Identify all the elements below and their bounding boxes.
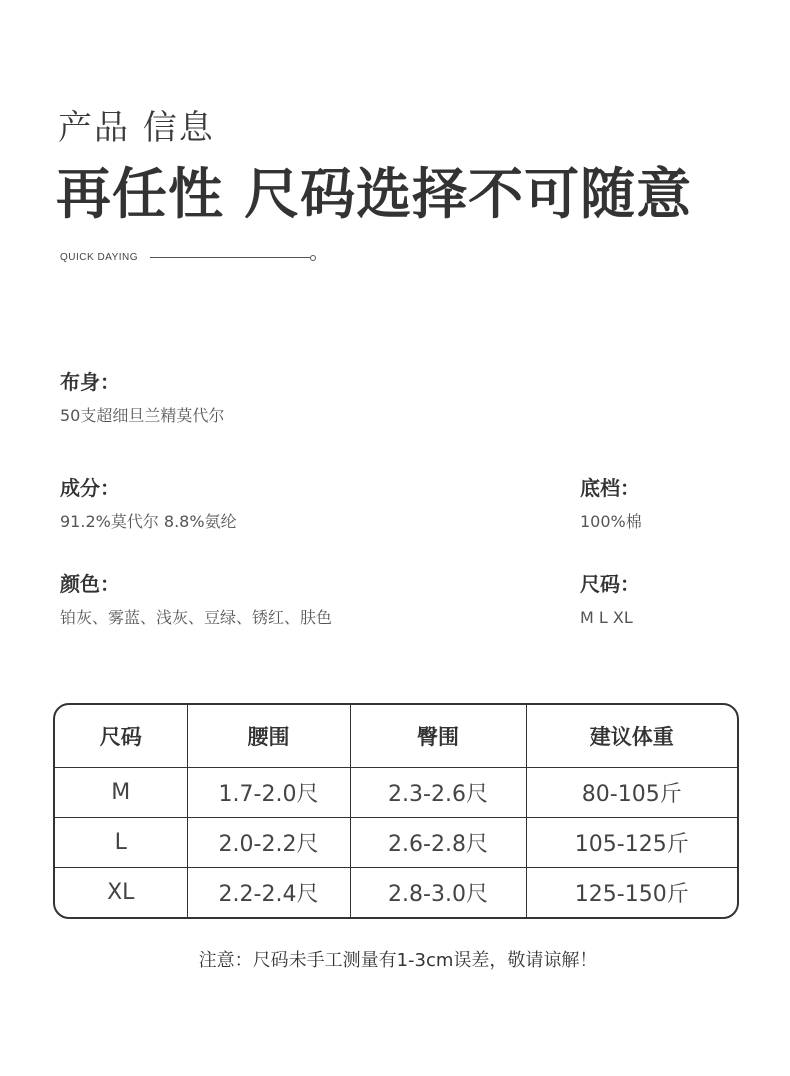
cell-waist: 2.0-2.2尺: [187, 818, 350, 868]
tagline: [60, 252, 316, 263]
page-subtitle: 产品 信息: [58, 108, 215, 148]
size-table-header-row: [55, 705, 737, 768]
spec-size-value: M L XL: [580, 608, 633, 627]
spec-size: [580, 572, 640, 628]
header-waist: 腰围: [187, 705, 350, 768]
table-row: [55, 818, 737, 868]
tagline-text: QUICK DAYING: [60, 252, 139, 263]
tagline-dot-icon: [310, 255, 316, 261]
header-weight: 建议体重: [526, 705, 737, 768]
spec-crotch-label: 底档：: [580, 476, 640, 500]
tagline-line: [150, 257, 310, 258]
cell-hip: 2.3-2.6尺: [350, 768, 526, 818]
cell-weight: 105-125斤: [526, 818, 737, 868]
cell-size: M: [55, 768, 187, 818]
spec-color: [60, 572, 332, 628]
spec-crotch: [580, 476, 642, 532]
table-row: [55, 768, 737, 818]
spec-composition-label: 成分：: [60, 476, 120, 500]
cell-waist: 1.7-2.0尺: [187, 768, 350, 818]
header-size: 尺码: [55, 705, 187, 768]
cell-weight: 80-105斤: [526, 768, 737, 818]
size-table-container: [53, 703, 739, 919]
spec-crotch-value: 100%棉: [580, 512, 642, 531]
spec-composition: [60, 476, 237, 532]
cell-hip: 2.8-3.0尺: [350, 868, 526, 917]
size-table: [55, 705, 737, 917]
size-note: 注意：尺码未手工测量有1-3cm误差，敬请谅解！: [198, 950, 598, 971]
spec-color-value: 铂灰、雾蓝、浅灰、豆绿、锈红、肤色: [60, 608, 333, 627]
cell-size: XL: [55, 868, 187, 917]
spec-color-label: 颜色：: [60, 572, 120, 596]
spec-fabric: [60, 370, 224, 426]
page-title: 再任性 尺码选择不可随意: [56, 162, 693, 226]
spec-fabric-label: 布身：: [60, 370, 120, 394]
cell-size: L: [55, 818, 187, 868]
spec-composition-value: 91.2%莫代尔 8.8%氨纶: [60, 512, 237, 531]
spec-size-label: 尺码：: [580, 572, 640, 596]
cell-hip: 2.6-2.8尺: [350, 818, 526, 868]
cell-waist: 2.2-2.4尺: [187, 868, 350, 917]
table-row: [55, 868, 737, 917]
header-hip: 臀围: [350, 705, 526, 768]
spec-fabric-value: 50支超细旦兰精莫代尔: [60, 406, 225, 425]
cell-weight: 125-150斤: [574, 882, 689, 908]
